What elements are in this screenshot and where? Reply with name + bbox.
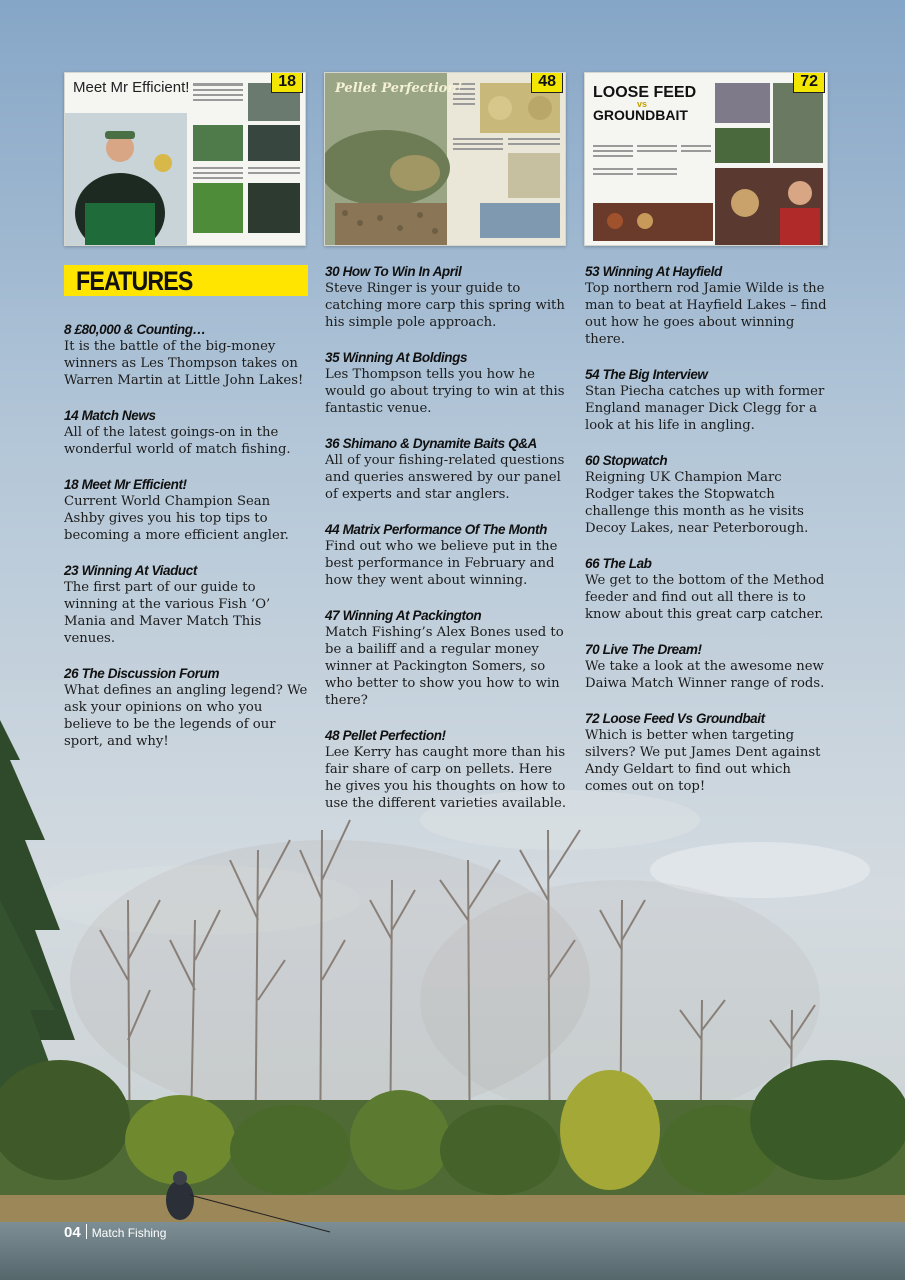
contents-item[interactable] [585, 263, 830, 348]
contents-item[interactable] [64, 562, 310, 647]
item-title: 14 Match News [64, 408, 156, 423]
item-description: All of the latest goings-on in the wonderful world of match fishing. [64, 425, 291, 457]
item-description: Top northern rod Jamie Wilde is the man to beat at Hayfield Lakes – find out how he goes about winning there. [585, 281, 827, 347]
contents-item[interactable] [325, 435, 570, 503]
contents-item[interactable] [64, 476, 310, 544]
page-number-badge: 72 [793, 72, 825, 93]
thumbnail-title [593, 85, 696, 123]
item-description: We get to the bottom of the Method feeder and find out all there is to know about this great carp catcher. [585, 573, 825, 622]
footer-divider [86, 1224, 87, 1239]
contents-item[interactable] [325, 607, 570, 709]
thumbnail-title-vs: vs [637, 99, 648, 109]
page-thumbnail-72[interactable] [584, 72, 828, 246]
item-title: 72 Loose Feed Vs Groundbait [585, 711, 765, 726]
features-heading [64, 265, 308, 296]
contents-column-3 [585, 263, 830, 813]
page-thumbnail-18[interactable] [64, 72, 306, 246]
contents-item[interactable] [325, 727, 570, 812]
footer-magazine-name: Match Fishing [91, 1226, 167, 1240]
item-title: 18 Meet Mr Efficient! [64, 477, 187, 492]
item-title: 23 Winning At Viaduct [64, 563, 197, 578]
thumbnail-title: Pellet Perfection! [335, 81, 463, 96]
footer-page-number: 04 [64, 1224, 81, 1241]
contents-item[interactable] [64, 321, 310, 389]
contents-column-1 [64, 321, 310, 768]
contents-item[interactable] [585, 366, 830, 434]
section-title: FEATURES [76, 266, 193, 296]
contents-item[interactable] [64, 407, 310, 458]
contents-column-2 [325, 263, 570, 830]
page-number-badge: 18 [271, 72, 303, 93]
item-description: We take a look at the awesome new Daiwa Match Winner range of rods. [585, 659, 825, 691]
item-description: Which is better when targeting silvers? We put James Dent against Andy Geldart to find out which comes out on top! [585, 728, 821, 794]
item-description: What defines an angling legend? We ask your opinions on who you believe to be the legends of our sport, and why! [64, 683, 308, 749]
page-thumbnail-48[interactable] [324, 72, 566, 246]
page-footer [64, 1224, 166, 1241]
item-description: Steve Ringer is your guide to catching more carp this spring with his simple pole approach. [325, 281, 565, 330]
item-title: 70 Live The Dream! [585, 642, 702, 657]
item-title: 48 Pellet Perfection! [325, 728, 446, 743]
item-description: Current World Champion Sean Ashby gives you his top tips to becoming a more efficient angler. [64, 494, 289, 543]
item-title: 60 Stopwatch [585, 453, 668, 468]
contents-item[interactable] [64, 665, 310, 750]
item-description: Match Fishing’s Alex Bones used to be a bailiff and a regular money winner at Packington Somers, so who better to show you how to win there? [325, 625, 564, 708]
item-title: 66 The Lab [585, 556, 652, 571]
thumbnail-title-a: LOOSE FEED [593, 84, 697, 101]
contents-item[interactable] [325, 263, 570, 331]
item-description: The first part of our guide to winning at the various Fish ‘O’ Mania and Maver Match This venues. [64, 580, 271, 646]
item-description: All of your fishing-related questions and queries answered by our panel of experts and star anglers. [325, 453, 565, 502]
item-title: 30 How To Win In April [325, 264, 462, 279]
item-description: It is the battle of the big-money winners as Les Thompson takes on Warren Martin at Little John Lakes! [64, 339, 304, 388]
contents-item[interactable] [325, 349, 570, 417]
item-title: 44 Matrix Performance Of The Month [325, 522, 547, 537]
item-title: 8 £80,000 & Counting… [64, 322, 206, 337]
item-title: 53 Winning At Hayfield [585, 264, 722, 279]
item-description: Les Thompson tells you how he would go about trying to win at this fantastic venue. [325, 367, 565, 416]
page-number-badge: 48 [531, 72, 563, 93]
contents-item[interactable] [585, 452, 830, 537]
contents-item[interactable] [585, 555, 830, 623]
thumbnail-title: Meet Mr Efficient! [73, 79, 190, 96]
item-title: 36 Shimano & Dynamite Baits Q&A [325, 436, 537, 451]
item-description: Stan Piecha catches up with former England manager Dick Clegg for a look at his life in angling. [585, 384, 825, 433]
contents-item[interactable] [585, 641, 830, 692]
item-description: Find out who we believe put in the best performance in February and how they went about winning. [325, 539, 558, 588]
contents-item[interactable] [585, 710, 830, 795]
thumbnail-title-b: GROUNDBAIT [593, 107, 688, 123]
item-title: 26 The Discussion Forum [64, 666, 220, 681]
item-title: 54 The Big Interview [585, 367, 708, 382]
item-description: Lee Kerry has caught more than his fair share of carp on pellets. Here he gives you his thoughts on how to use the different varieties available. [325, 745, 567, 811]
item-title: 47 Winning At Packington [325, 608, 482, 623]
contents-item[interactable] [325, 521, 570, 589]
item-title: 35 Winning At Boldings [325, 350, 468, 365]
item-description: Reigning UK Champion Marc Rodger takes the Stopwatch challenge this month as he visits Decoy Lakes, near Peterborough. [585, 470, 809, 536]
